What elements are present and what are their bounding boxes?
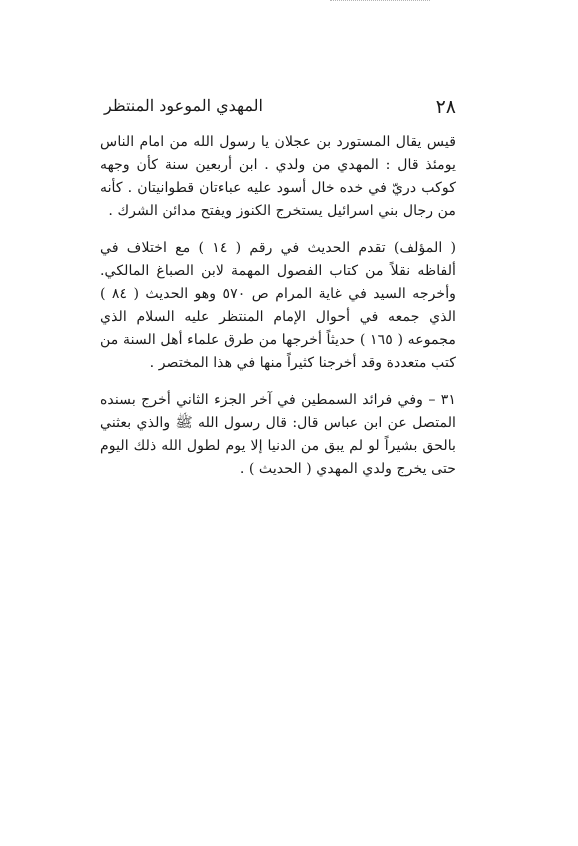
body-text [100,131,456,481]
paragraph-author-note: ( المؤلف) تقدم الحديث في رقم ( ١٤ ) مع اختلاف في ألفاظه نقلاً من كتاب الفصول المهمة لابن الصباغ المالكي. وأخرجه السيد في غاية المرام ص ٥٧٠ وهو الحديث ( ٨٤ ) الذي جمعه في أحوال الإمام المنتظر عليه السلام الذي مجموعه ( ١٦٥ ) حديثاً أخرجها من طرق علماء أهل السنة من كتب متعددة وقد أخرجنا كثيراً منها في هذا المختصر . [100,240,456,371]
paragraph-hadith-31: ٣١ – وفي فرائد السمطين في آخر الجزء الثاني أخرج بسنده المتصل عن ابن عباس قال: قال رسول الله ﷺ والذي بعثني بالحق بشيراً لو لم يبق من الدنيا إلا يوم لطول الله ذلك اليوم حتى يخرج ولدي المهدي ( الحديث ) . [100,392,456,477]
book-title: المهدي الموعود المنتظر [104,96,263,115]
page-number: ٢٨ [435,96,456,118]
running-header [104,96,456,124]
paragraph-hadith-continuation: قيس يقال المستورد بن عجلان يا رسول الله من امام الناس يومئذ قال : المهدي من ولدي . ابن أربعين سنة كأن وجهه كوكب دريّ في خده خال أسود عليه عباءتان قطوانيتان . كأنه من رجال بني اسرائيل يستخرج الكنوز ويفتح مدائن الشرك . [100,134,456,219]
top-edge-rule [330,0,430,3]
